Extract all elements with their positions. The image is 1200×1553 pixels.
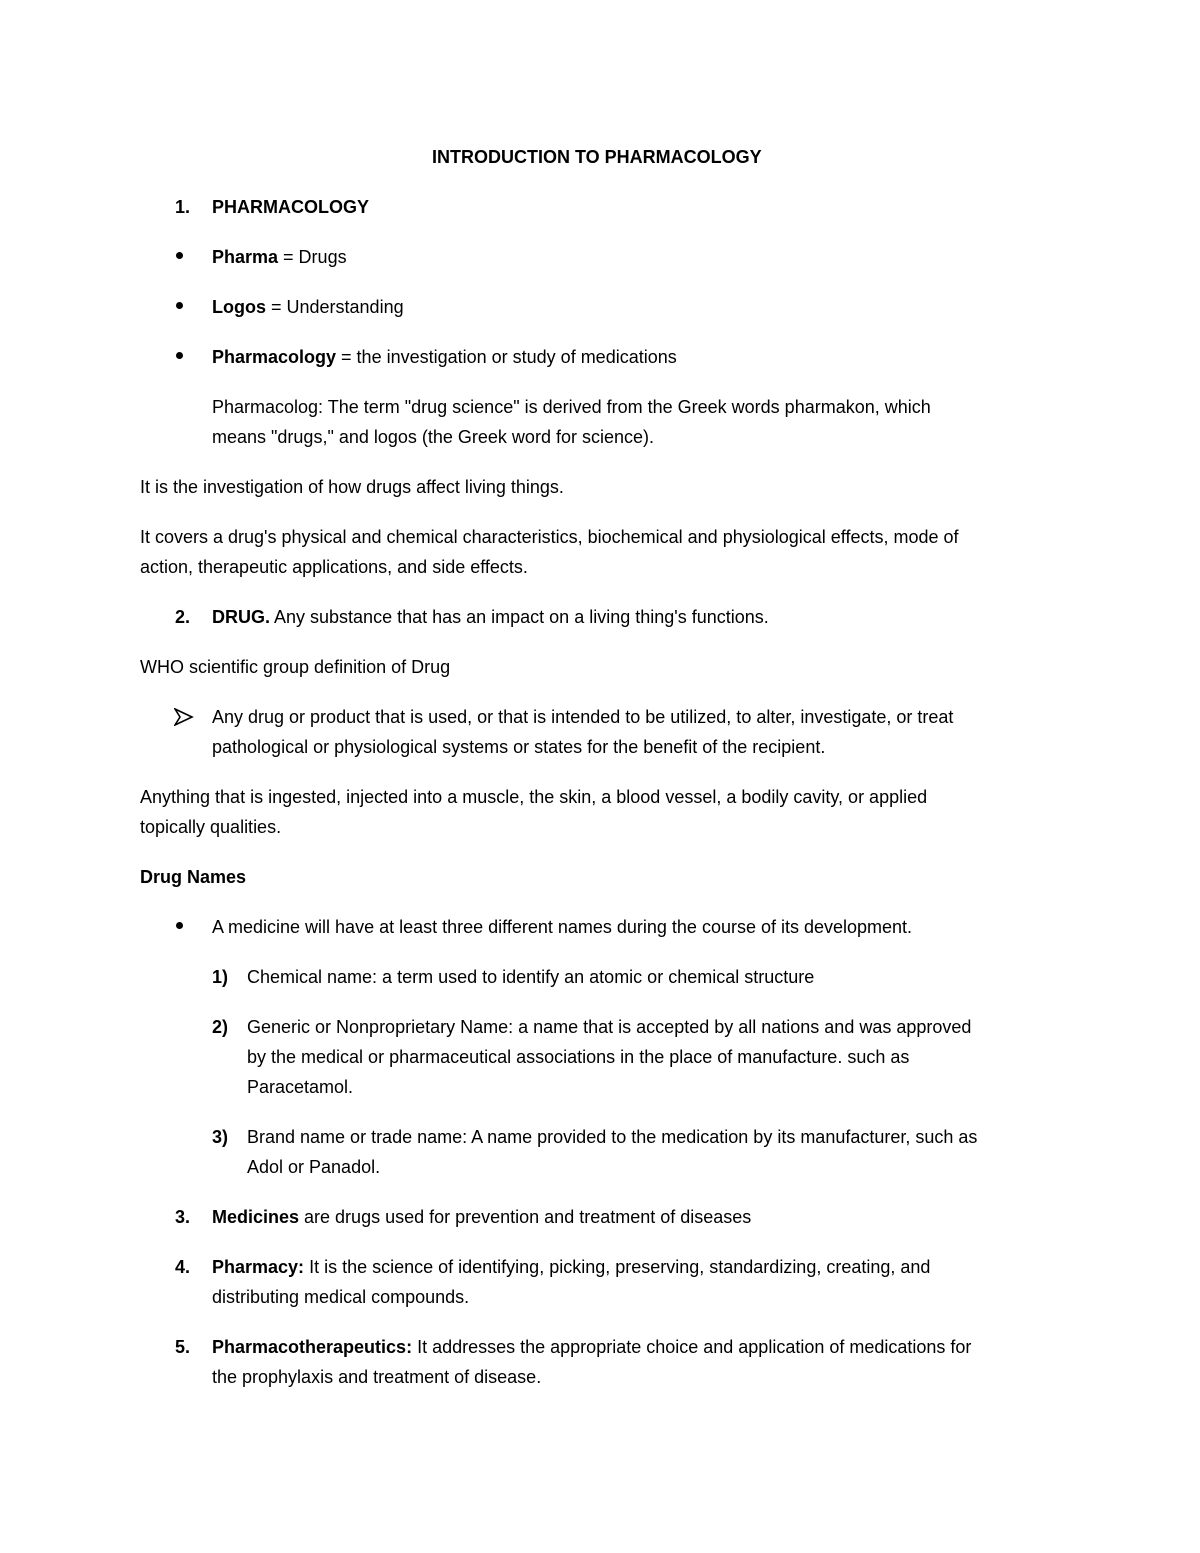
paragraph-anything-line-1: Anything that is ingested, injected into a muscle, the skin, a blood vessel, a bodily cavity, or applied (140, 787, 928, 807)
def-medicines: are drugs used for prevention and treatment of diseases (299, 1207, 752, 1227)
drug-name-number-3: 3) (212, 1127, 229, 1147)
section-4-number: 4. (175, 1257, 191, 1277)
section-2-number: 2. (175, 607, 191, 627)
section-4-pharmacy-line-2: distributing medical compounds. (212, 1287, 470, 1307)
section-1-heading: PHARMACOLOGY (212, 197, 369, 217)
drug-name-generic-line-1: Generic or Nonproprietary Name: a name that is accepted by all nations and was approved (247, 1017, 972, 1037)
drug-name-brand-line-2: Adol or Panadol. (247, 1157, 381, 1177)
section-3-number: 3. (175, 1207, 191, 1227)
term-pharmacotherapeutics: Pharmacotherapeutics: (212, 1337, 413, 1357)
paragraph-investigation: It is the investigation of how drugs affect living things. (140, 477, 564, 497)
bullet-logos (212, 296, 404, 318)
drug-names-heading: Drug Names (140, 867, 247, 887)
term-pharmacology: Pharmacology (212, 347, 337, 367)
bullet-icon (176, 922, 183, 929)
drug-name-brand-line-1: Brand name or trade name: A name provided to the medication by its manufacturer, such as (247, 1127, 978, 1147)
bullet-icon (176, 252, 183, 259)
paragraph-covers-line-2: action, therapeutic applications, and side effects. (140, 557, 528, 577)
def-pharmacy: It is the science of identifying, picking, preserving, standardizing, creating, and (304, 1257, 931, 1277)
bullet-pharma (212, 246, 347, 268)
paragraph-anything-line-2: topically qualities. (140, 817, 282, 837)
section-5-pharmacotherapeutics-line-1 (212, 1336, 971, 1358)
drug-name-generic-line-2: by the medical or pharmaceutical associations in the place of manufacture. such as (247, 1047, 910, 1067)
who-definition-label: WHO scientific group definition of Drug (140, 657, 451, 677)
pharmacolog-paragraph-line-2: means "drugs," and logos (the Greek word for science). (212, 427, 654, 447)
def-pharma: = Drugs (278, 247, 347, 267)
drug-name-generic-line-3: Paracetamol. (247, 1077, 354, 1097)
page-title: INTRODUCTION TO PHARMACOLOGY (432, 147, 762, 167)
drug-names-bullet: A medicine will have at least three different names during the course of its development. (212, 917, 913, 937)
section-4-pharmacy-line-1 (212, 1256, 930, 1278)
term-drug: DRUG. (212, 607, 270, 627)
drug-name-chemical: Chemical name: a term used to identify an atomic or chemical structure (247, 967, 815, 987)
drug-name-number-2: 2) (212, 1017, 229, 1037)
term-pharma: Pharma (212, 247, 279, 267)
term-medicines: Medicines (212, 1207, 300, 1227)
who-definition-line-2: pathological or physiological systems or states for the benefit of the recipient. (212, 737, 826, 757)
section-2-drug (212, 606, 769, 628)
who-definition-line-1: Any drug or product that is used, or that is intended to be utilized, to alter, investigate, or treat (212, 707, 954, 727)
pharmacolog-paragraph-line-1: Pharmacolog: The term "drug science" is derived from the Greek words pharmakon, which (212, 397, 931, 417)
arrow-bullet-icon (174, 708, 194, 726)
def-pharmacotherapeutics: It addresses the appropriate choice and application of medications for (412, 1337, 972, 1357)
bullet-icon (176, 352, 183, 359)
section-1-number: 1. (175, 197, 191, 217)
drug-name-number-1: 1) (212, 967, 229, 987)
paragraph-covers-line-1: It covers a drug's physical and chemical characteristics, biochemical and physiological effects, mode of (140, 527, 959, 547)
bullet-icon (176, 302, 183, 309)
term-logos: Logos (212, 297, 266, 317)
def-logos: = Understanding (266, 297, 404, 317)
section-5-number: 5. (175, 1337, 191, 1357)
term-pharmacy: Pharmacy: (212, 1257, 305, 1277)
section-3-medicines (212, 1206, 751, 1228)
section-5-pharmacotherapeutics-line-2: the prophylaxis and treatment of disease. (212, 1367, 542, 1387)
bullet-pharmacology (212, 346, 677, 368)
def-pharmacology: = the investigation or study of medications (336, 347, 677, 367)
def-drug: Any substance that has an impact on a living thing's functions. (270, 607, 769, 627)
